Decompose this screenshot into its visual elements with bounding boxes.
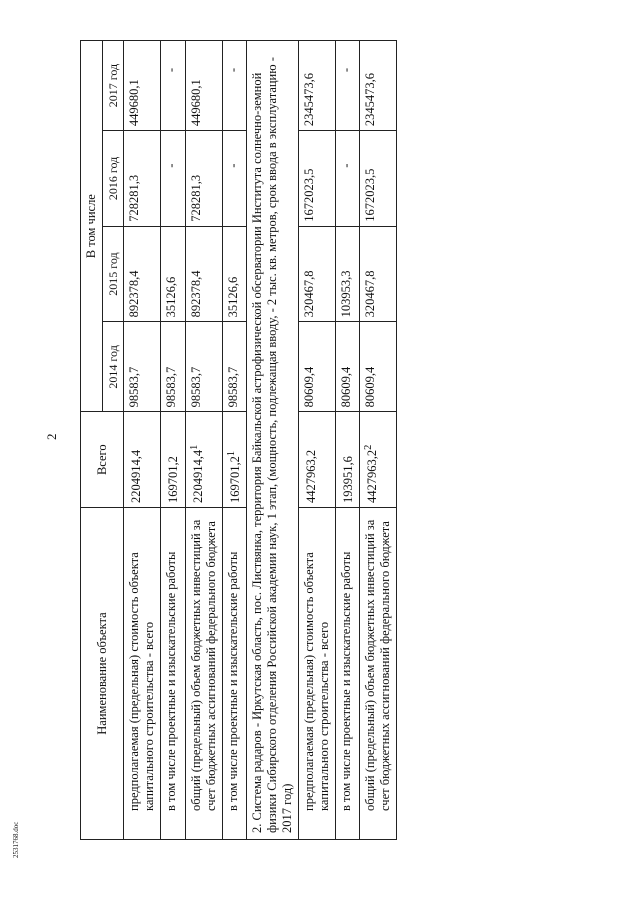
- cell-y2015: 35126,6: [222, 226, 246, 322]
- investment-table: [80, 40, 397, 840]
- row-name: 2. Система радаров - Иркутская область, пос. Листвянка, территория Байкальской астрофизической обсерватории Института солнечно-земной физики Сибирского отделения Российской академии наук, 1 этап, (мощность, подлежащая вводу, - 2 тыс. кв. метров, срок ввода в эксплуатацию - 2017 год): [246, 41, 298, 840]
- cell-y2015: 320467,8: [359, 226, 396, 322]
- cell-y2017: 449680,1: [124, 41, 161, 131]
- table-row: [185, 41, 222, 840]
- cell-y2016: 1672023,5: [298, 131, 335, 227]
- cell-y2016: -: [222, 131, 246, 227]
- row-total: [124, 412, 161, 508]
- table-row: [124, 41, 161, 840]
- cell-y2016: 1672023,5: [359, 131, 396, 227]
- cell-y2015: 892378,4: [124, 226, 161, 322]
- header-year-2014: 2014 год: [103, 322, 124, 412]
- cell-y2017: 449680,1: [185, 41, 222, 131]
- table-body: [124, 41, 396, 840]
- row-name: в том числе проектные и изыскательские работы: [222, 508, 246, 840]
- cell-y2017: -: [222, 41, 246, 131]
- cell-y2014: 80609,4: [335, 322, 359, 412]
- cell-y2017: -: [335, 41, 359, 131]
- row-name: предполагаемая (предельная) стоимость объекта капитального строительства - всего: [298, 508, 335, 840]
- table-row: [359, 41, 396, 840]
- cell-y2015: 892378,4: [185, 226, 222, 322]
- cell-y2015: 35126,6: [161, 226, 185, 322]
- cell-y2014: 80609,4: [298, 322, 335, 412]
- row-name: в том числе проектные и изыскательские работы: [161, 508, 185, 840]
- row-total-value: 2204914,4: [129, 449, 144, 504]
- footnote-marker: 1: [225, 450, 237, 457]
- row-total: [335, 412, 359, 508]
- cell-y2014: 98583,7: [222, 322, 246, 412]
- header-total: Всего: [81, 412, 124, 508]
- row-total: [359, 412, 396, 508]
- table-row: [161, 41, 185, 840]
- cell-y2014: 98583,7: [124, 322, 161, 412]
- row-name: в том числе проектные и изыскательские работы: [335, 508, 359, 840]
- row-name: предполагаемая (предельная) стоимость объекта капитального строительства - всего: [124, 508, 161, 840]
- cell-y2016: -: [335, 131, 359, 227]
- row-total: [222, 412, 246, 508]
- cell-y2015: 320467,8: [298, 226, 335, 322]
- header-year-2016: 2016 год: [103, 131, 124, 227]
- table-row: [298, 41, 335, 840]
- row-total: [161, 412, 185, 508]
- row-total-value: 193951,6: [340, 456, 355, 504]
- header-year-2017: 2017 год: [103, 41, 124, 131]
- cell-y2014: 80609,4: [359, 322, 396, 412]
- page-number: 2: [44, 433, 59, 440]
- row-total: [298, 412, 335, 508]
- header-name: Наименование объекта: [81, 508, 124, 840]
- header-group: В том числе: [81, 41, 103, 412]
- row-total: [185, 412, 222, 508]
- section-row: [246, 41, 298, 840]
- footnote-marker: 2: [362, 444, 374, 450]
- cell-y2014: 98583,7: [161, 322, 185, 412]
- cell-y2016: -: [161, 131, 185, 227]
- cell-y2016: 728281,3: [185, 131, 222, 227]
- rotated-table-container: [80, 40, 550, 840]
- cell-y2014: 98583,7: [185, 322, 222, 412]
- row-total-value: 2204914,4: [190, 449, 205, 504]
- cell-y2015: 103953,3: [335, 226, 359, 322]
- footer-filename: 2531768.doc: [12, 821, 20, 858]
- footnote-marker: 1: [188, 444, 200, 450]
- cell-y2017: -: [161, 41, 185, 131]
- header-year-2015: 2015 год: [103, 226, 124, 322]
- row-total-value: 4427963,2: [303, 449, 318, 504]
- row-name: общий (предельный) объем бюджетных инвестиций за счет бюджетных ассигнований федерального бюджета: [359, 508, 396, 840]
- table-row: [335, 41, 359, 840]
- cell-y2017: 2345473,6: [298, 41, 335, 131]
- row-total-value: 4427963,2: [365, 449, 380, 504]
- cell-y2016: 728281,3: [124, 131, 161, 227]
- row-name: общий (предельный) объем бюджетных инвестиций за счет бюджетных ассигнований федерального бюджета: [185, 508, 222, 840]
- row-total-value: 169701,2: [166, 456, 181, 504]
- row-total-value: 169701,2: [227, 456, 242, 504]
- cell-y2017: 2345473,6: [359, 41, 396, 131]
- table-row: [222, 41, 246, 840]
